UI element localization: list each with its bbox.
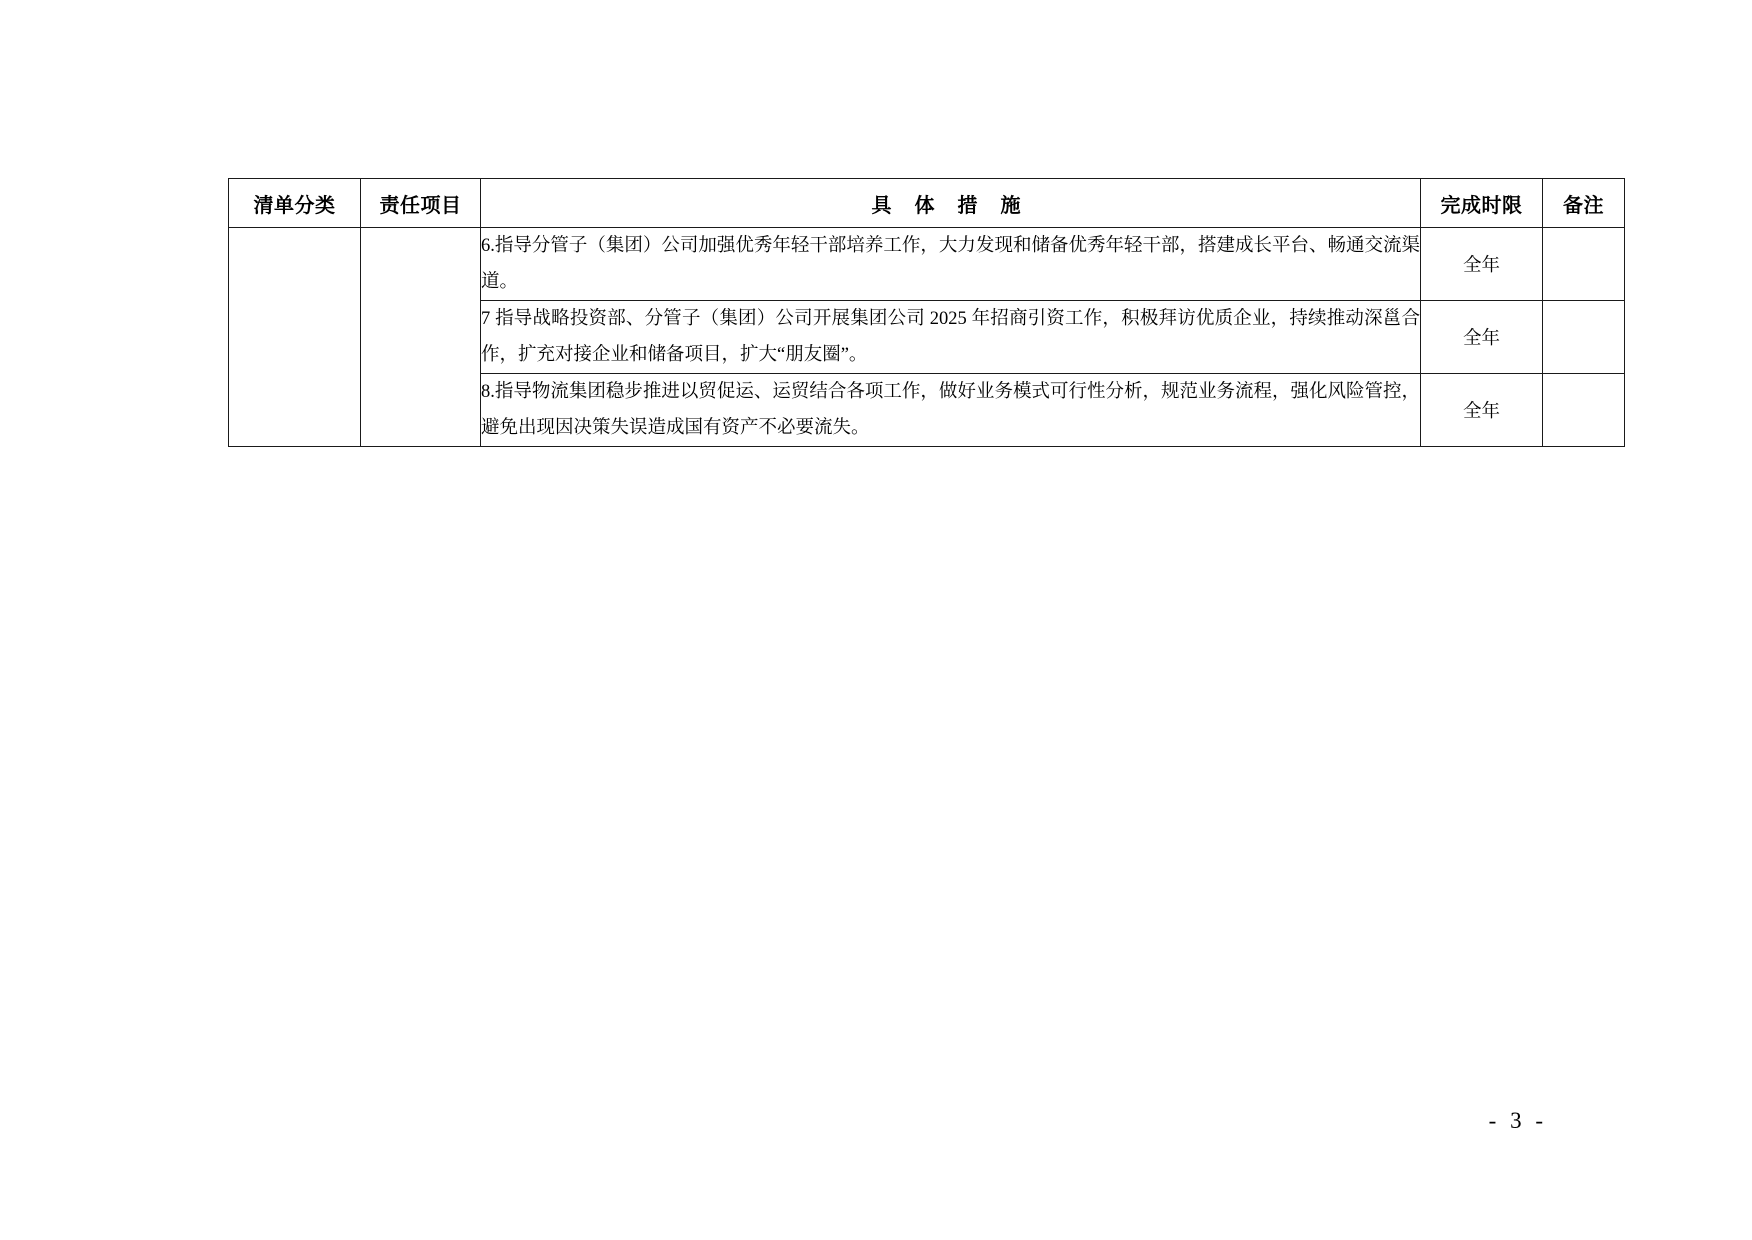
cell-measure: 8.指导物流集团稳步推进以贸促运、运贸结合各项工作，做好业务模式可行性分析，规范业务流程，强化风险管控，避免出现因决策失误造成国有资产不必要流失。 — [481, 374, 1421, 447]
cell-remark — [1543, 228, 1625, 301]
table-header — [229, 179, 1625, 228]
cell-category — [229, 228, 361, 447]
column-header-measures: 具 体 措 施 — [481, 179, 1421, 228]
cell-remark — [1543, 374, 1625, 447]
column-header-deadline: 完成时限 — [1421, 179, 1543, 228]
column-header-category: 清单分类 — [229, 179, 361, 228]
column-header-project: 责任项目 — [361, 179, 481, 228]
cell-remark — [1543, 301, 1625, 374]
responsibility-list-table — [228, 178, 1625, 447]
table-body — [229, 228, 1625, 447]
cell-deadline: 全年 — [1421, 301, 1543, 374]
cell-deadline: 全年 — [1421, 374, 1543, 447]
page-number: - 3 - — [1488, 1108, 1547, 1133]
table-row — [229, 228, 1625, 301]
cell-measure: 6.指导分管子（集团）公司加强优秀年轻干部培养工作，大力发现和储备优秀年轻干部，搭建成长平台、畅通交流渠道。 — [481, 228, 1421, 301]
cell-measure: 7 指导战略投资部、分管子（集团）公司开展集团公司 2025 年招商引资工作，积极拜访优质企业，持续推动深邕合作，扩充对接企业和储备项目，扩大“朋友圈”。 — [481, 301, 1421, 374]
cell-project — [361, 228, 481, 447]
cell-deadline: 全年 — [1421, 228, 1543, 301]
table-header-row — [229, 179, 1625, 228]
column-header-remark: 备注 — [1543, 179, 1625, 228]
